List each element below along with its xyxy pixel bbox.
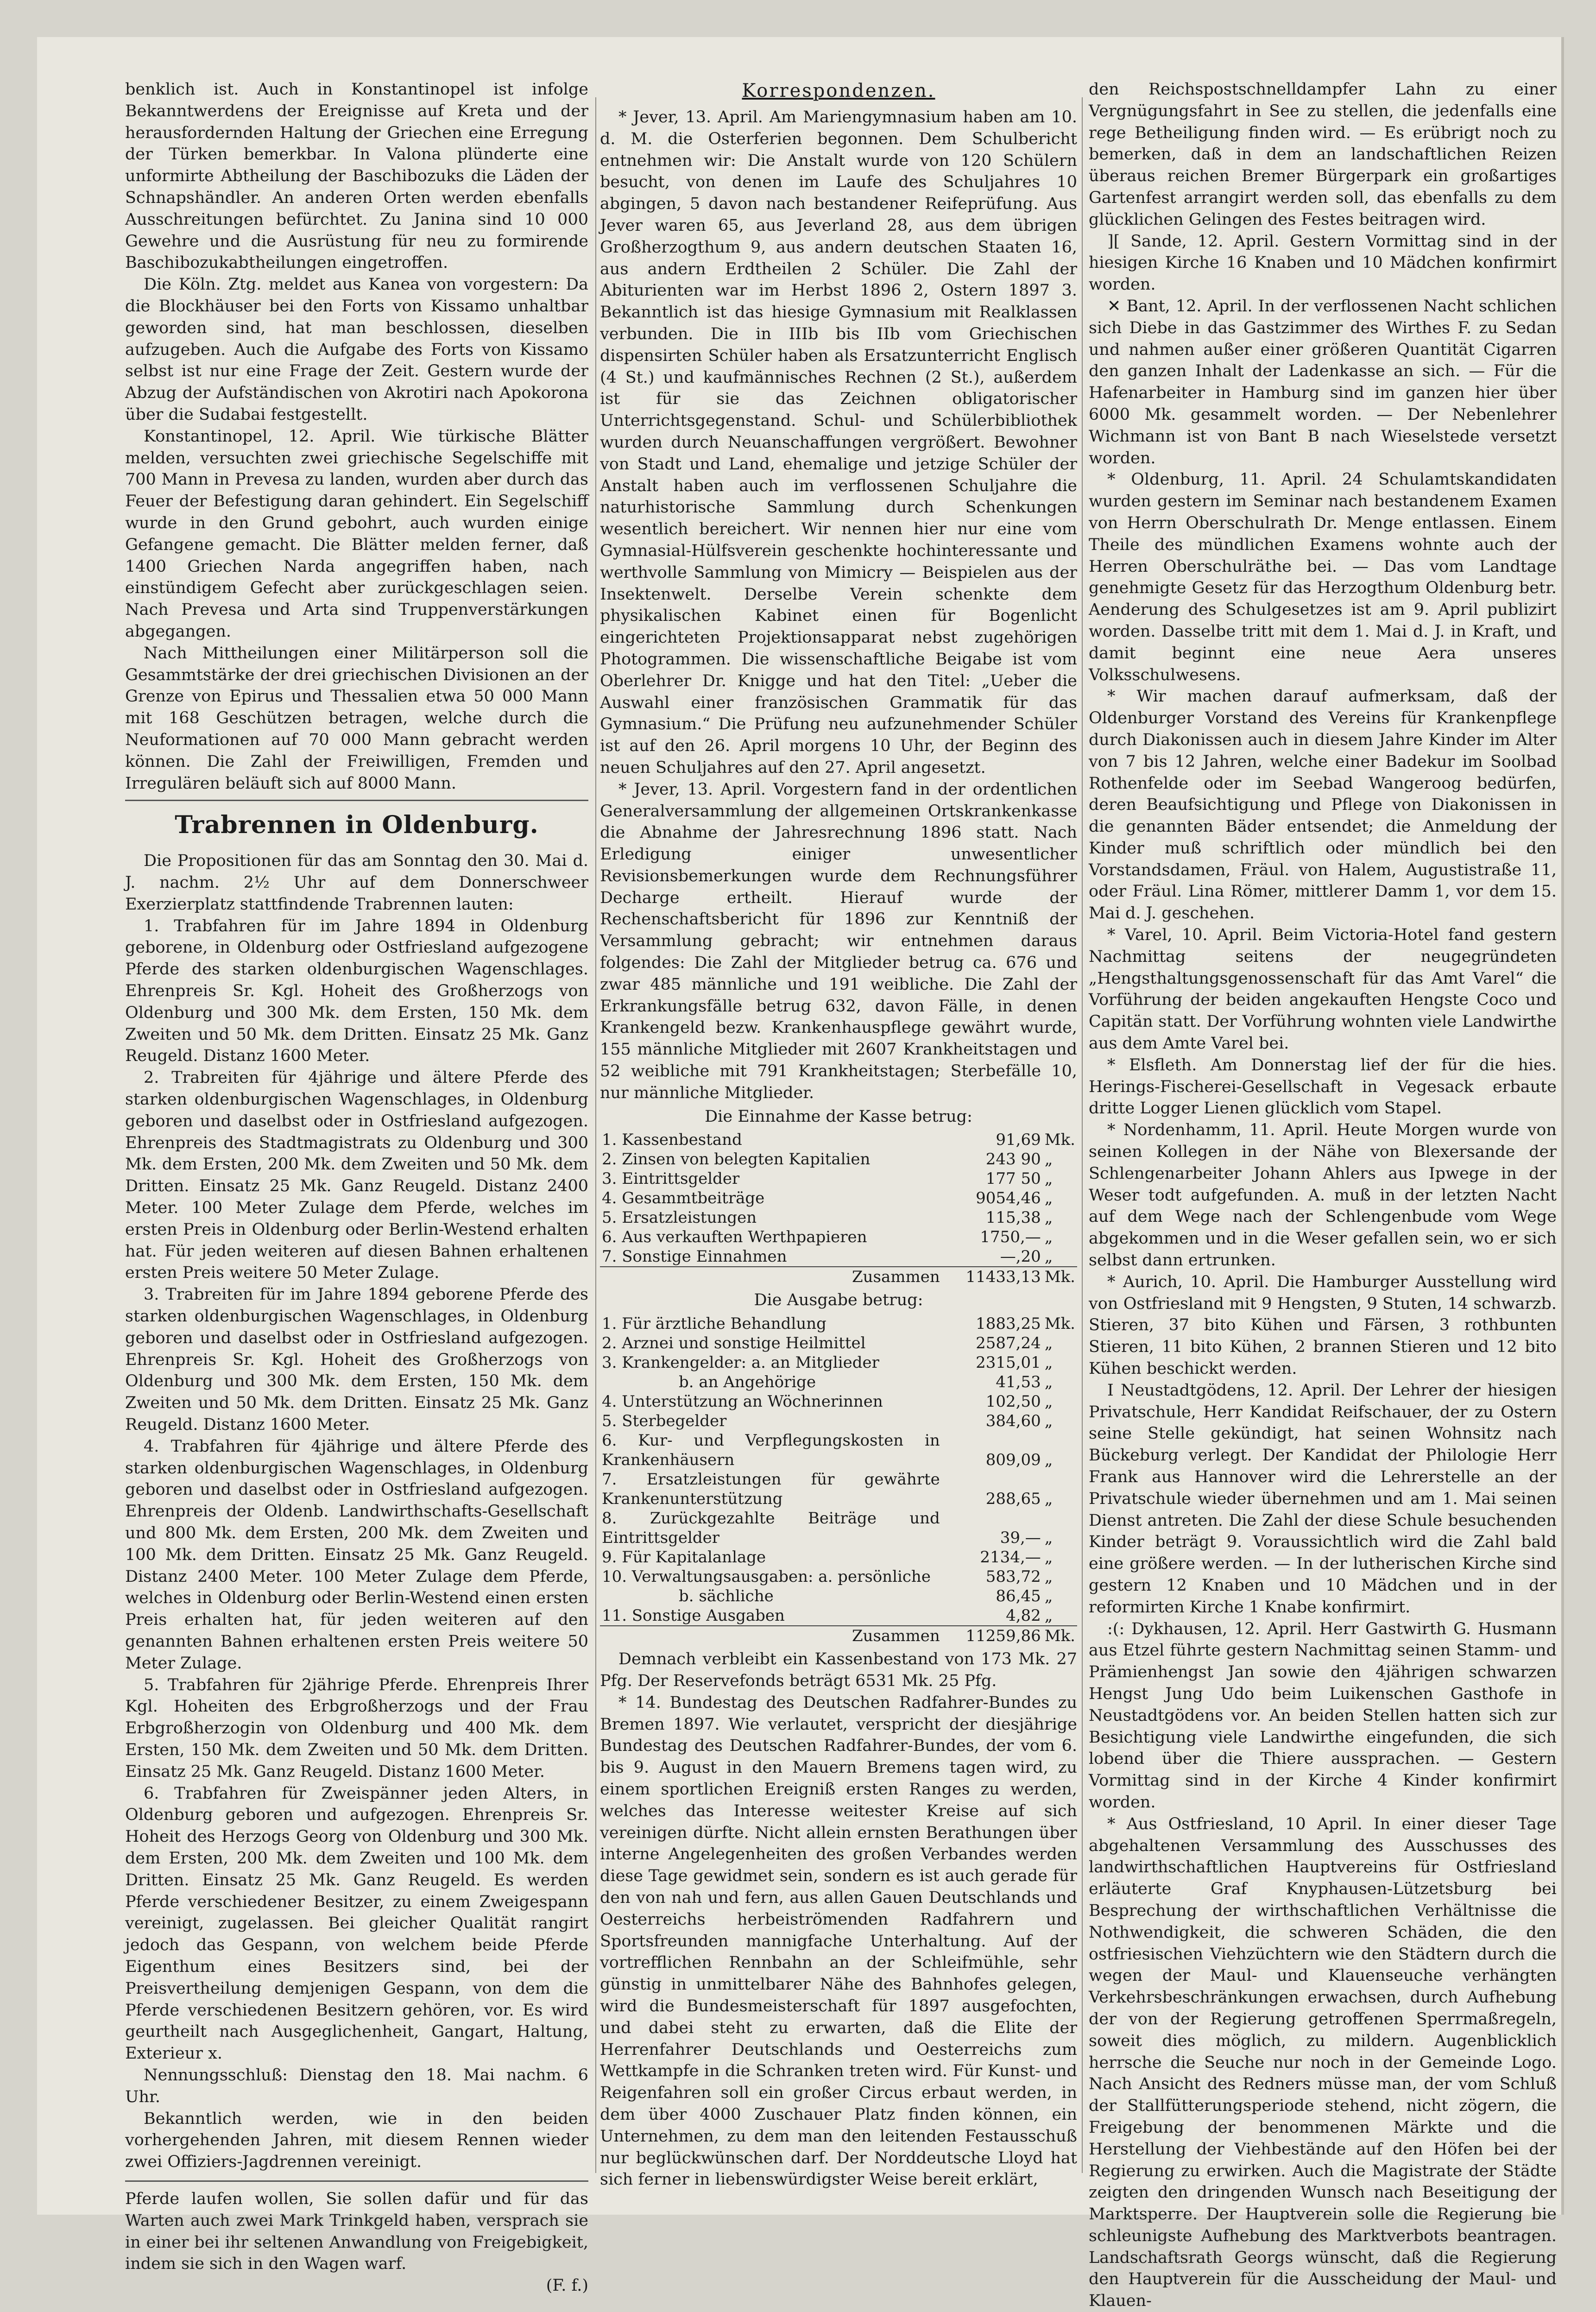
row-amount: 2587,24	[976, 1334, 1041, 1353]
article-paragraph: * Aurich, 10. April. Die Hamburger Ausstellung wird von Ostfriesland mit 9 Hengsten, 9 Stuten, 14 schwarzb. Stieren, 37 bito Kühen und Färsen, 3 rothbunten Stieren, 11 bito Kühen, 2 brannen Stieren und 12 bito Kühen beschickt werden.	[1089, 1272, 1557, 1378]
table-row	[600, 1130, 1077, 1150]
table-row	[600, 1208, 1077, 1227]
column-rule-right	[1082, 97, 1083, 2173]
table-row	[600, 1606, 1077, 1626]
row-amount: 91,69	[996, 1131, 1041, 1150]
article-paragraph: I Neustadtgödens, 12. April. Der Lehrer der hiesigen Privatschule, Herr Kandidat Reifschauer, der zu Ostern seine Stelle gekündigt, hat seinen Wohnsitz nach Bückeburg verlegt. Der Kandidat der Philologie Herr Frank aus Hannover wird die Lehrerstelle an der Privatschule wieder übernehmen und am 1. Mai seinen Dienst antreten. Die Zahl der diese Schule besuchenden Kinder beträgt 9. Voraussichtlich wird die Zahl bald eine größere werden. — In der lutherischen Kirche sind gestern 12 Knaben und 10 Mädchen und in der reformirten Kirche 1 Knabe konfirmirt.	[1089, 1381, 1557, 1617]
row-label: b. an Angehörige	[679, 1373, 816, 1392]
article-paragraph: * Elsfleth. Am Donnerstag lief der für die hies. Herings-Fischerei-Gesellschaft in Vegesack erbaute dritte Logger Lienen glücklich vom Stapel.	[1089, 1055, 1557, 1118]
article-paragraph: Konstantinopel, 12. April. Wie türkische Blätter melden, versuchten zwei griechische Segelschiffe mit 700 Mann in Prevesa zu landen, wurden aber durch das Feuer der Befestigung daran gehindert. Ein Segelschiff wurde in den Grund gebohrt, auch wurden einige Gefangene gemacht. Die Blätter melden ferner, daß 1400 Griechen Narda angegriffen haben, nach einstündigem Gefecht aber zurückgeschlagen seien. Nach Prevesa und Arta sind Truppenverstärkungen abgegangen.	[125, 427, 588, 641]
row-unit: „	[1044, 1150, 1053, 1169]
row-amount: 2134,—	[980, 1548, 1041, 1567]
row-amount: 115,38	[985, 1208, 1041, 1227]
row-label: 6. Aus verkauften Werthpapieren	[602, 1228, 867, 1247]
row-unit: „	[1044, 1373, 1053, 1392]
row-label: 7. Ersatzleistungen für gewährte Krankenunterstützung	[602, 1470, 940, 1509]
row-amount: 177 50	[985, 1169, 1041, 1188]
row-unit: „	[1044, 1606, 1053, 1625]
row-amount: 2315,01	[976, 1353, 1041, 1372]
total-unit: Mk.	[1043, 1267, 1077, 1287]
table-row	[600, 1372, 1077, 1392]
race-paragraph: 3. Trabreiten für im Jahre 1894 geborene Pferde des starken oldenburgischen Wagenschlages, in Oldenburg geboren und daselbst oder in Ostfriesland aufgezogen. Ehrenpreis Sr. Kgl. Hoheit des Großherzogs von Oldenburg und 300 Mk. dem Ersten, 150 Mk. dem Zweiten und 50 Mk. dem Dritten. Einsatz 25 Mk. Ganz Reugeld. Distanz 1600 Meter.	[125, 1285, 588, 1434]
row-label: 4. Gesammtbeiträge	[602, 1189, 765, 1208]
row-label: 11. Sonstige Ausgaben	[602, 1606, 785, 1625]
row-unit: „	[1044, 1529, 1053, 1548]
row-unit: „	[1044, 1567, 1053, 1586]
race-paragraph: 6. Trabfahren für Zweispänner jeden Alters, in Oldenburg geboren und aufgezogen. Ehrenpreis Sr. Hoheit des Herzogs Georg von Oldenburg und 300 Mk. dem Ersten, 200 Mk. dem Zweiten und 100 Mk. dem Dritten. Einsatz 25 Mk. Ganz Reugeld. Es werden Pferde verschiedener Besitzer, zu einem Zweigespann vereinigt, zugelassen. Bei gleicher Qualität rangirt jedoch das Gespann, von welchem beide Pferde Eigenthum eines Besitzers sind, bei der Preisvertheilung demjenigen Gespann, von dem die Pferde verschiedenen Besitzern gehören, vor. Es wird geurtheilt nach Ausgeglichenheit, Gangart, Haltung, Exterieur x.	[125, 1784, 588, 2063]
race-paragraph: Nennungsschluß: Dienstag den 18. Mai nachm. 6 Uhr.	[125, 2066, 588, 2106]
article-paragraph: * Aus Ostfriesland, 10 April. In einer dieser Tage abgehaltenen Versammlung des Ausschusses des landwirthschaftlichen Hauptvereins für Ostfriesland erläuterte Graf Knyphausen-Lützetsburg bei Besprechung der wirthschaftlichen Verhältnisse die Nothwendigkeit, die schweren Schäden, die den ostfriesischen Viehzüchtern wie den Städtern durch die wegen der Maul- und Klauenseuche verhängten Verkehrsbeschränkungen erwachsen, durch Aufhebung der von der Regierung getroffenen Sperrmaßregeln, soweit dies möglich, zu mildern. Augenblicklich herrsche die Seuche nur noch in der Gemeinde Logo. Nach Ansicht des Redners müsse man, der vom Schluß der Stallfütterungsperiode stehend, nicht zögern, die Freigebung der benommenen Märkte und die Herstellung der Viehbestände auf den Höfen bei der Regierung zu erwirken. Auch die Magistrate der Städte zeigten den dringenden Wunsch nach Beseitigung der Marktsperre. Der Hauptverein solle die Regierung bie schleunigste Aufhebung des Marktverbots beantragen. Landschaftsrath Georgs wünscht, daß die Regierung den Hauptverein für die Ausscheidung der Maul- und Klauen-	[1089, 1814, 1557, 2311]
row-amount: 86,45	[996, 1587, 1041, 1606]
race-paragraph: Die Propositionen für das am Sonntag den 30. Mai d. J. nachm. 2½ Uhr auf dem Donnerschweer Exerzierplatz stattfindende Trabrennen lauten:	[125, 852, 588, 914]
row-label: 5. Sterbegelder	[602, 1412, 727, 1431]
article-paragraph: Die Köln. Ztg. meldet aus Kanea von vorgestern: Da die Blockhäuser bei den Forts von Kissamo unhaltbar geworden sind, hat man beschlossen, dieselben aufzugeben. Auch die Aufgabe des Forts von Kissamo selbst ist nur eine Frage der Zeit. Gestern wurde der Abzug der Aufständischen von Akrotiri nach Apokorona über die Sudabai festgestellt.	[125, 275, 588, 424]
article-paragraph: * Jever, 13. April. Vorgestern fand in der ordentlichen Generalversammlung der allgemeinen Ortskrankenkasse die Abnahme der Jahresrechnung 1896 statt. Nach Erledigung einiger unwesentlicher Revisionsbemerkungen wurde dem Rechnungsführer Decharge ertheilt. Hierauf wurde der Rechenschaftsbericht für 1896 zur Kenntniß der Versammlung gebracht; wir entnehmen daraus folgendes: Die Zahl der Mitglieder betrug ca. 676 und zwar 485 männliche und 191 weibliche. Die Zahl der Erkrankungsfälle betrug 632, davon Fälle, in denen Krankengeld bezw. Krankenhauspflege gewährt wurde, 155 männliche Mitglieder mit 2607 Krankheitstagen und 52 weibliche mit 791 Krankheitstagen; Sterbefälle 10, nur männliche Mitglieder.	[600, 780, 1077, 1102]
row-amount: 243 90	[985, 1150, 1041, 1169]
table-row	[600, 1509, 1077, 1548]
total-amount: 11259,86	[942, 1626, 1043, 1646]
row-unit: „	[1044, 1392, 1053, 1411]
table-row	[600, 1247, 1077, 1267]
table-row	[600, 1411, 1077, 1431]
row-label: 1. Für ärztliche Behandlung	[602, 1314, 826, 1333]
row-unit: „	[1044, 1334, 1053, 1353]
row-amount: 809,09	[985, 1451, 1041, 1470]
article-paragraph: Demnach verbleibt ein Kassenbestand von 173 Mk. 27 Pfg. Der Reservefonds beträgt 6531 Mk. 25 Pfg.	[600, 1650, 1077, 1691]
row-amount: 384,60	[985, 1412, 1041, 1431]
article-paragraph: den Reichspostschnelldampfer Lahn zu einer Vergnügungsfahrt in See zu stellen, die jedenfalls eine rege Betheiligung finden wird. — Es erübrigt noch zu bemerken, daß in dem an landschaftlichen Reizen überaus reichen Bremer Bürgerpark ein großartiges Gartenfest arrangirt werden soll, das ebenfalls zu dem glücklichen Gelingen des Festes beitragen wird.	[1089, 80, 1557, 229]
total-unit: Mk.	[1043, 1626, 1077, 1646]
article-paragraph: * 14. Bundestag des Deutschen Radfahrer-Bundes zu Bremen 1897. Wie verlautet, verspricht der diesjährige Bundestag des Deutschen Radfahrer-Bundes, der vom 6. bis 9. August in den Mauern Bremens tagen wird, zu einem sportlichen Ereigniß ersten Ranges zu werden, welches das Interesse weitester Kreise auf sich vereinigen dürfte. Nicht allein ernsten Berathungen über interne Angelegenheiten des großen Verbandes werden diese Tage gewidmet sein, sondern es ist auch gerade für den von nah und fern, aus allen Gauen Deutschlands und Oesterreichs herbeiströmenden Radfahrern und Sportsfreunden mannigfache Unterhaltung. Auf der vortrefflichen Rennbahn an der Schleifmühle, sehr günstig in unmittelbarer Nähe des Bahnhofes gelegen, wird die Bundesmeisterschaft für 1897 ausgefochten, und dabei steht zu erwarten, daß die Elite der Herrenfahrer Deutschlands und Oesterreichs zum Wettkampfe in die Schranken treten wird. Für Kunst- und Reigenfahren soll ein großer Circus erbaut werden, in dem über 4000 Zuschauer Platz finden können, ein Unternehmen, zu dem man den leitenden Festausschuß nur beglückwünschen darf. Der Norddeutsche Lloyd hat sich ferner in liebenswürdigster Weise bereit erklärt,	[600, 1693, 1077, 2189]
feuilleton-signature: (F. f.)	[546, 2276, 588, 2295]
column-rule-left	[595, 97, 596, 2173]
row-unit: „	[1044, 1587, 1053, 1606]
table-row	[600, 1169, 1077, 1188]
row-amount: 9054,46	[976, 1189, 1041, 1208]
table-row	[600, 1188, 1077, 1208]
table-row	[600, 1333, 1077, 1353]
table-row	[600, 1548, 1077, 1567]
row-label: 4. Unterstützung an Wöchnerinnen	[602, 1392, 883, 1411]
article-paragraph: ✕ Bant, 12. April. In der verflossenen Nacht schlichen sich Diebe in das Gastzimmer des Wirthes F. zu Sedan und nahmen außer einer größeren Quantität Cigarren den ganzen Inhalt der Ladenkasse an sich. — Für die Hafenarbeiter in Hamburg sind im ganzen hier über 6000 Mk. gesammelt worden. — Der Nebenlehrer Wichmann ist von Bant B nach Wieselstede versetzt worden.	[1089, 297, 1557, 467]
table-row	[600, 1431, 1077, 1470]
expense-table	[600, 1314, 1077, 1646]
row-unit: „	[1044, 1189, 1053, 1208]
table-total-row	[600, 1267, 1077, 1287]
row-amount: 41,53	[996, 1373, 1041, 1392]
race-paragraph: 5. Trabfahren für 2jährige Pferde. Ehrenpreis Ihrer Kgl. Hoheiten des Erbgroßherzogs und der Frau Erbgroßherzogin von Oldenburg und 400 Mk. dem Ersten, 150 Mk. dem Zweiten und 50 Mk. dem Dritten. Einsatz 25 Mk. Ganz Reugeld. Distanz 1600 Meter.	[125, 1675, 588, 1781]
row-label: 7. Sonstige Einnahmen	[602, 1247, 787, 1266]
row-unit: „	[1044, 1353, 1053, 1372]
expense-title: Die Ausgabe betrug:	[754, 1291, 923, 1310]
table-row	[600, 1567, 1077, 1586]
row-amount: —,20	[1000, 1247, 1041, 1266]
table-row	[600, 1470, 1077, 1509]
row-unit: „	[1044, 1412, 1053, 1431]
table-row	[600, 1353, 1077, 1372]
column-left	[125, 79, 588, 2295]
total-label: Zusammen	[600, 1626, 942, 1646]
article-paragraph: ][ Sande, 12. April. Gestern Vormittag sind in der hiesigen Kirche 16 Knaben und 10 Mädchen konfirmirt worden.	[1089, 232, 1557, 294]
row-label: 1. Kassenbestand	[602, 1131, 742, 1150]
table-total-row	[600, 1626, 1077, 1646]
income-title: Die Einnahme der Kasse betrug:	[705, 1107, 972, 1126]
table-row	[600, 1150, 1077, 1169]
article-paragraph: * Jever, 13. April. Am Mariengymnasium haben am 10. d. M. die Osterferien begonnen. Dem Schulbericht entnehmen wir: Die Anstalt wurde von 120 Schülern besucht, von denen im Laufe des Schuljahres 10 abgingen, 5 davon nach bestandener Reifeprüfung. Aus Jever waren 65, aus Jeverland 28, aus dem übrigen Großherzogthum 9, aus andern deutschen Staaten 16, aus andern Erdtheilen 2 Schüler. Die Zahl der Abiturienten war im Herbst 1896 2, Ostern 1897 3. Bekanntlich ist das hiesige Gymnasium mit Realklassen verbunden. Die in IIIb bis IIb vom Griechischen dispensirten Schüler haben als Ersatzunterricht Englisch (4 St.) und kaufmännisches Rechnen (2 St.), außerdem ist für sie das Zeichnen obligatorischer Unterrichtsgegenstand. Schul- und Schülerbibliothek wurden durch Neuanschaffungen vergrößert. Bewohner von Stadt und Land, ehemalige und jetzige Schüler der Anstalt haben auch im verflossenen Schuljahre die naturhistorische Sammlung durch Schenkungen wesentlich bereichert. Wir nennen hier nur eine vom Gymnasial-Hülfsverein geschenkte hochinteressante und werthvolle Sammlung von Mimicry — Beispielen aus der Insektenwelt. Derselbe Verein schenkte dem physikalischen Kabinet einen für Bogenlicht eingerichteten Projektionsapparat nebst zugehörigen Photogrammen. Die wissenschaftliche Beigabe ist vom Oberlehrer Dr. Knigge und hat den Titel: „Ueber die Auswahl einer französischen Grammatik für das Gymnasium.“ Die Prüfung neu aufzunehmender Schüler ist auf den 26. April morgens 10 Uhr, der Beginn des neuen Schuljahres auf den 27. April angesetzt.	[600, 108, 1077, 777]
income-table	[600, 1130, 1077, 1287]
row-amount: 583,72	[985, 1567, 1041, 1586]
row-unit: „	[1044, 1548, 1053, 1567]
feuilleton-text: Pferde laufen wollen, Sie sollen dafür und für das Warten auch zwei Mark Trinkgeld haben, versprach sie in einer bei ihr seltenen Anwandlung von Freigebigkeit, indem sie sich in den Wagen warf.	[125, 2189, 588, 2274]
row-label: 3. Krankengelder: a. an Mitglieder	[602, 1353, 879, 1372]
row-label: 8. Zurückgezahlte Beiträge und Eintrittsgelder	[602, 1509, 940, 1548]
row-amount: 288,65	[985, 1490, 1041, 1509]
article-paragraph: :(: Dykhausen, 12. April. Herr Gastwirth G. Husmann aus Etzel führte gestern Nachmittag seinen Stamm- und Prämienhengst Jan sowie den 4jährigen schwarzen Hengst Jung Udo beim Luikenschen Gasthofe in Neustadtgödens vor. An beiden Stellen hatten sich zur Besichtigung viele Landwirthe eingefunden, die sich lobend über die Thiere aussprachen. — Gestern Vormittag sind in der Kirche 4 Kinder konfirmirt worden.	[1089, 1619, 1557, 1812]
row-amount: 4,82	[1006, 1606, 1041, 1625]
table-row	[600, 1392, 1077, 1411]
newspaper-page	[37, 37, 1564, 2311]
row-label: 10. Verwaltungsausgaben: a. persönliche	[602, 1567, 931, 1586]
section-title-correspondence: Korrespondenzen.	[742, 80, 935, 101]
article-heading-trabrennen: Trabrennen in Oldenburg.	[125, 800, 588, 842]
article-paragraph: * Varel, 10. April. Beim Victoria-Hotel fand gestern Nachmittag seitens der neugegründeten „Hengsthaltungsgenossenschaft für das Amt Varel“ die Vorführung der beiden angekauften Hengste Coco und Capitän statt. Der Vorführung wohnten viele Landwirthe aus dem Amte Varel bei.	[1089, 926, 1557, 1053]
race-paragraph: Bekanntlich werden, wie in den beiden vorhergehenden Jahren, mit diesem Rennen wieder zwei Offiziers-Jagdrennen vereinigt.	[125, 2109, 588, 2172]
row-unit: „	[1044, 1247, 1053, 1266]
article-paragraph: Nach Mittheilungen einer Militärperson soll die Gesammtstärke der drei griechischen Divisionen an der Grenze von Epirus und Thessalien etwa 50 000 Mann mit 168 Geschützen betragen, welche durch die Neuformationen auf 70 000 Mann gebracht werden können. Die Zahl der Freiwilligen, Fremden und Irregulären beläuft sich auf 8000 Mann.	[125, 644, 588, 793]
row-unit: „	[1044, 1228, 1053, 1247]
table-row	[600, 1227, 1077, 1247]
race-paragraph: 2. Trabreiten für 4jährige und ältere Pferde des starken oldenburgischen Wagenschlages, in Oldenburg geboren und daselbst oder in Ostfriesland aufgezogen. Ehrenpreis des Stadtmagistrats zu Oldenburg und 300 Mk. dem Ersten, 200 Mk. dem Zweiten und 50 Mk. dem Dritten. Einsatz 25 Mk. Ganz Reugeld. Distanz 2400 Meter. 100 Meter Zulage dem Pferde, welches im ersten Preis in Oldenburg oder Berlin-Westend erhalten hat. Für jeden weiteren auf diesen Bahnen erhaltenen ersten Preis weitere 50 Meter Zulage.	[125, 1068, 588, 1282]
total-label: Zusammen	[600, 1267, 942, 1287]
article-paragraph: * Nordenhamm, 11. April. Heute Morgen wurde von seinen Kollegen in der Nähe von Blexersande der Schlengenarbeiter Johann Ahlers aus Ipwege in der Weser todt aufgefunden. A. muß in der letzten Nacht auf dem Wege nach der Schlengenbude vom Wege abgekommen und in die Weser gefallen sein, wo er sich selbst dann ertrunken.	[1089, 1121, 1557, 1270]
row-unit: „	[1044, 1169, 1053, 1188]
column-right	[1089, 79, 1557, 2311]
table-row	[600, 1586, 1077, 1606]
row-amount: 1883,25	[976, 1314, 1041, 1333]
race-paragraph: 4. Trabfahren für 4jährige und ältere Pferde des starken oldenburgischen Wagenschlages, in Oldenburg geboren und daselbst oder in Ostfriesland aufgezogen. Ehrenpreis der Oldenb. Landwirthschafts-Gesellschaft und 800 Mk. dem Ersten, 200 Mk. dem Zweiten und 100 Mk. dem Dritten. Einsatz 25 Mk. Ganz Reugeld. Distanz 2400 Meter. 100 Meter Zulage dem Pferde, welches in Oldenburg oder Berlin-Westend einen ersten Preis erhalten hat, für jeden weiteren auf den genannten Bahnen erhaltenen ersten Preis weitere 50 Meter Zulage.	[125, 1437, 588, 1673]
article-paragraph: benklich ist. Auch in Konstantinopel ist infolge Bekanntwerdens der Ereignisse auf Kreta und der herausfordernden Haltung der Griechen eine Erregung der Türken bemerkbar. In Valona plünderte eine unformirte Abtheilung der Baschibozuks die Läden der Schnapshändler. An anderen Orten werden ebenfalls Ausschreitungen befürchtet. Zu Janina sind 10 000 Gewehre und die Ausrüstung für neu zu formirende Baschibozukabtheilungen eingetroffen.	[125, 80, 588, 272]
row-label: 2. Zinsen von belegten Kapitalien	[602, 1150, 871, 1169]
row-label: 3. Eintrittsgelder	[602, 1169, 740, 1188]
article-paragraph: * Wir machen darauf aufmerksam, daß der Oldenburger Vorstand des Vereins für Krankenpflege durch Diakonissen auch in diesem Jahre Kinder im Alter von 7 bis 12 Jahren, welche einer Badekur im Soolbad Rothenfelde oder im Seebad Wangeroog bedürfen, deren Beaufsichtigung und Pflege von Diakonissen in die genannten Bäder entsendet; die Anmeldung der Kinder muß schriftlich oder mündlich bei den Vorstandsdamen, Fräul. von Halem, Augustistraße 11, oder Fräul. Lina Römer, mittlerer Damm 1, vor dem 15. Mai d. J. geschehen.	[1089, 687, 1557, 923]
row-unit: „	[1044, 1208, 1053, 1227]
row-label: 6. Kur- und Verpflegungskosten in Krankenhäusern	[602, 1431, 940, 1470]
total-amount: 11433,13	[942, 1267, 1043, 1287]
table-row	[600, 1314, 1077, 1333]
row-label: 5. Ersatzleistungen	[602, 1208, 757, 1227]
article-paragraph: * Oldenburg, 11. April. 24 Schulamtskandidaten wurden gestern im Seminar nach bestandenem Examen von Herrn Oberschulrath Dr. Menge entlassen. Einem Theile des mündlichen Examens wohnte auch der Herren Oberschulräthe bei. — Das vom Landtage genehmigte Gesetz für das Herzogthum Oldenburg betr. Aenderung des Schulgesetzes ist am 9. April publizirt worden. Dasselbe tritt mit dem 1. Mai d. J. in Kraft, und damit beginnt eine neue Aera unseres Volksschulwesens.	[1089, 470, 1557, 684]
row-label: b. sächliche	[679, 1587, 774, 1606]
row-amount: 102,50	[985, 1392, 1041, 1411]
row-label: 2. Arznei und sonstige Heilmittel	[602, 1334, 866, 1353]
column-middle	[600, 79, 1077, 2192]
row-label: 9. Für Kapitalanlage	[602, 1548, 766, 1567]
row-unit: Mk.	[1044, 1314, 1075, 1333]
row-amount: 1750,—	[980, 1228, 1041, 1247]
row-amount: 39,—	[1000, 1529, 1041, 1548]
row-unit: „	[1044, 1451, 1053, 1470]
row-unit: „	[1044, 1490, 1053, 1509]
row-unit: Mk.	[1044, 1131, 1075, 1150]
race-paragraph: 1. Trabfahren für im Jahre 1894 in Oldenburg geborene, in Oldenburg oder Ostfriesland aufgezogene Pferde des starken oldenburgischen Wagenschlages. Ehrenpreis Sr. Kgl. Hoheit des Großherzogs von Oldenburg und 300 Mk. dem Ersten, 150 Mk. dem Zweiten und 50 Mk. dem Dritten. Einsatz 25 Mk. Ganz Reugeld. Distanz 1600 Meter.	[125, 916, 588, 1066]
feuilleton-separator	[125, 2180, 588, 2182]
